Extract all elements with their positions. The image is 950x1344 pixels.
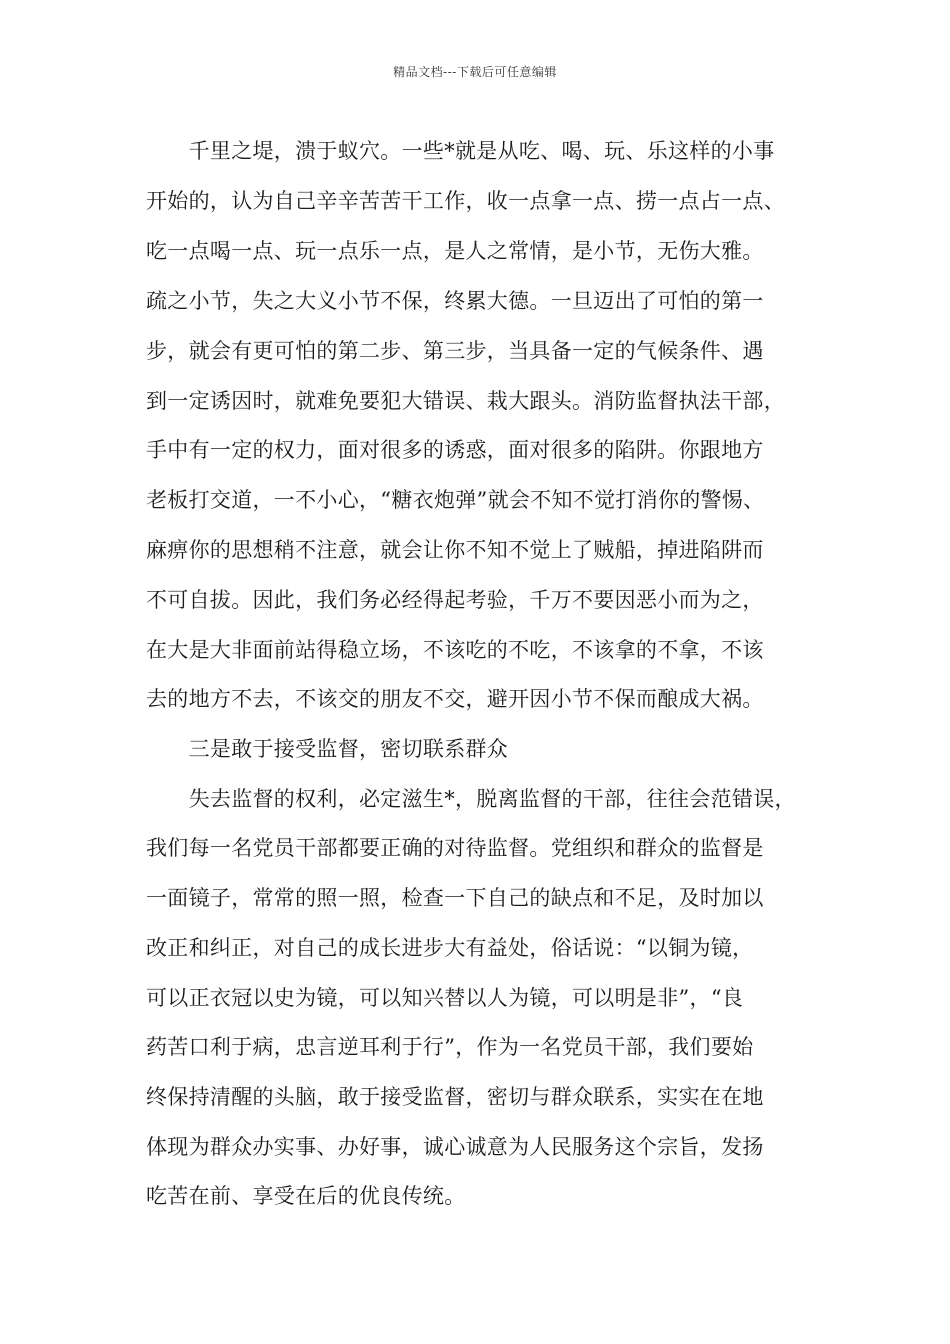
- text-line: 不可自拔。因此，我们务必经得起考验，千万不要因恶小而为之，: [146, 588, 764, 612]
- text-line: 我们每一名党员干部都要正确的对待监督。党组织和群众的监督是: [146, 836, 764, 860]
- text-line: 去的地方不去，不该交的朋友不交，避开因小节不保而酿成大祸。: [146, 687, 764, 711]
- text-line: 失去监督的权利，必定滋生*，脱离监督的干部，往往会范错误，: [146, 787, 796, 811]
- text-line: 疏之小节，失之大义小节不保，终累大德。一旦迈出了可怕的第一: [146, 289, 764, 313]
- text-line: 一面镜子，常常的照一照，检查一下自己的缺点和不足，及时加以: [146, 886, 764, 910]
- text-line: 老板打交道，一不小心，“糖衣炮弹”就会不知不觉打消你的警惕、: [146, 488, 765, 512]
- text-line: 到一定诱因时，就难免要犯大错误、栽大跟头。消防监督执法干部，: [146, 389, 785, 413]
- text-line: 手中有一定的权力，面对很多的诱惑，面对很多的陷阱。你跟地方: [146, 438, 764, 462]
- text-line: 体现为群众办实事、办好事，诚心诚意为人民服务这个宗旨，发扬: [146, 1135, 764, 1159]
- section-heading: 三是敢于接受监督，密切联系群众: [146, 737, 509, 761]
- text-line: 终保持清醒的头脑，敢于接受监督，密切与群众联系，实实在在地: [146, 1085, 764, 1109]
- text-line: 吃一点喝一点、玩一点乐一点，是人之常情，是小节，无伤大雅。: [146, 239, 764, 263]
- text-line: 步，就会有更可怕的第二步、第三步，当具备一定的气候条件、遇: [146, 339, 764, 363]
- text-line: 可以正衣冠以史为镜，可以知兴替以人为镜，可以明是非”，“良: [146, 986, 744, 1010]
- text-line: 药苦口利于病，忠言逆耳利于行”，作为一名党员干部，我们要始: [146, 1035, 754, 1059]
- text-line: 开始的，认为自己辛辛苦苦干工作，收一点拿一点、捞一点占一点、: [146, 189, 785, 213]
- text-line: 麻痹你的思想稍不注意，就会让你不知不觉上了贼船，掉进陷阱而: [146, 538, 764, 562]
- page-header: 精品文档---下载后可任意编辑: [393, 65, 557, 79]
- text-line: 吃苦在前、享受在后的优良传统。: [146, 1184, 466, 1208]
- text-line: 改正和纠正，对自己的成长进步大有益处，俗话说：“以铜为镜，: [146, 936, 754, 960]
- text-line: 千里之堤，溃于蚁穴。一些*就是从吃、喝、玩、乐这样的小事: [146, 139, 775, 163]
- text-line: 在大是大非面前站得稳立场，不该吃的不吃，不该拿的不拿，不该: [146, 638, 764, 662]
